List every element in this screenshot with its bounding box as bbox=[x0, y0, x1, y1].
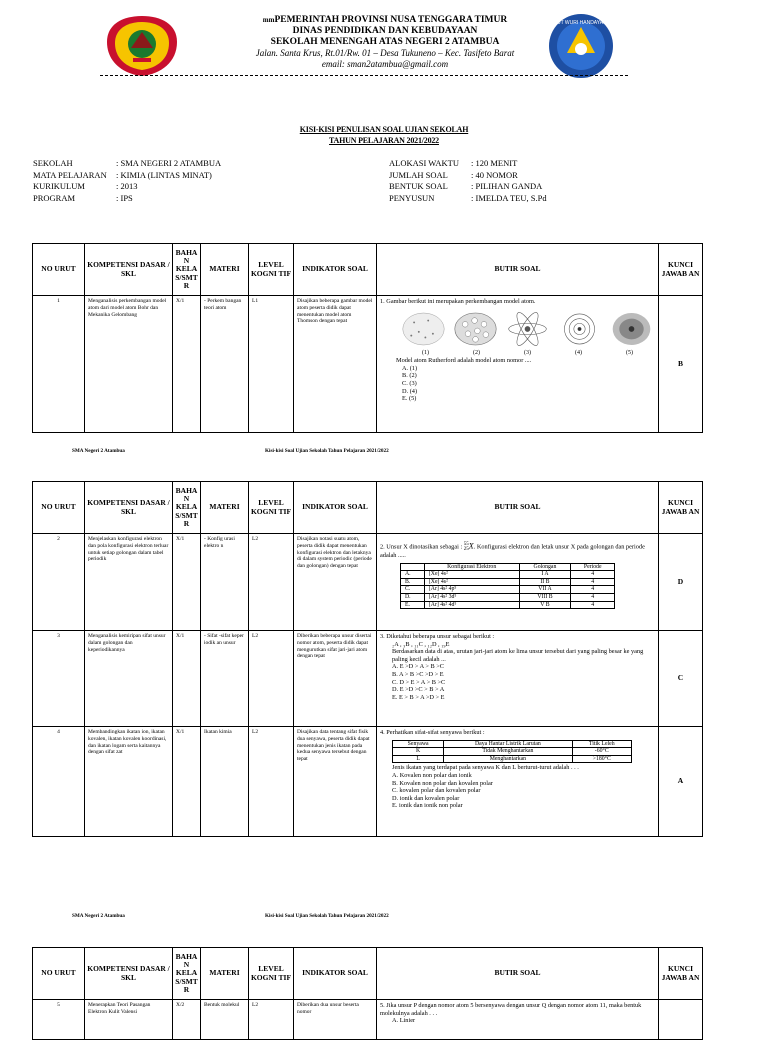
atom-models-figure bbox=[400, 310, 655, 348]
footer-left: SMA Negeri 2 Atambua bbox=[72, 913, 125, 919]
meta-right: ALOKASI WAKTU : 120 MENIT JUMLAH SOAL : 40 NOMOR BENTUK SOAL : PILIHAN GANDA PENYUSUN : IMELDA TEU, S.Pd bbox=[389, 158, 547, 203]
logo-text: TUT WURI HANDAYANI bbox=[553, 20, 609, 26]
footer-center: Kisi-kisi Soal Ujian Sekolah Tahun Pelajaran 2021/2022 bbox=[265, 448, 389, 454]
header-line-1: mmPEMERINTAH PROVINSI NUSA TENGGARA TIMUR bbox=[262, 15, 508, 25]
doc-subtitle: TAHUN PELAJARAN 2021/2022 bbox=[329, 136, 439, 145]
table-row: 1 Menganalisis perkembangan model atom dari model atom Bohr dan Mekanika Gelombang X/1 - Perkem bangan teori atom L1 Disajikan beberapa gambar model atom peserta didik dapat menentukan model atom Thomson dengan tepat 1. Gambar berikut ini merupakan perkembangan model atom. (1) (2) (3) (4) (5) Model atom Rutherford adalah model atom nomor .... A. (1) B. (2) C. (3) D. (4) E. (5) B bbox=[33, 296, 703, 433]
header-email: email: sman2atambua@gmail.com bbox=[321, 59, 449, 69]
atom-model-5-icon bbox=[608, 310, 655, 348]
col-kunci: KUNCI JAWAB AN bbox=[659, 244, 703, 296]
doc-title: KISI-KISI PENULISAN SOAL UJIAN SEKOLAH bbox=[299, 125, 469, 134]
header-divider bbox=[100, 75, 628, 76]
col-indikator: INDIKATOR SOAL bbox=[294, 244, 377, 296]
kisi-table-page-2: NO URUT KOMPETENSI DASAR / SKL BAHA N KELA S/SMT R MATERI LEVEL KOGNI TIF INDIKATOR SOAL BUTIR SOAL KUNCI JAWAB AN 2 Menjelaskan konfigurasi elektron dan pola konfigurasi elektron terluar untuk setiap golongan dalam tabel periodik X/1 - Konfig urasi elektro n L2 Disajikan notasi suatu atom, peserta didik dapat menentukan konfigurasi elektron dan letaknya di dalam system periodic (periode dan golongan) dengan tepat 2. Unsur X dinotasikan sebagai : 55 25X. Konfigurasi elektron dan letak unsur X pada golongan dan periode adalah ..... Konfigurasi Elektron Golongan Periode A. [Xe] 4s² I A 4 B. [Xe] 4s² II B 4 C. [Ar] 4s² 4p⁵ VII A 4 D. [Ar] 4s² 3d⁵ VIII B 4 E. [Ar] 4s² 4d⁵ V B 4 D 3 Menganalisis kemiripan sifat unsur dalam golongan dan keperiodikannya X/1 - Sifat -sifat keper iodik an unsur L2 Diberikan beberapa unsur disertai nomor atom, peserta didik dapat mengurutkan sifat jari-jari atom dengan tepat 3. Diketahui beberapa unsur sebagai berikut : ₂A , ₃B , ₁₁C , ₁₂D , ₁₉E Berdasarkan data di atas, urutan jari-jari atom ke lima unsur tersebut dari yang paling besar ke yang paling kecil adalah ... A. E >D > A > B >C B. A > B >C >D > E C. D > E > A > B >C D. E >D >C > B > A E. E > B > A >D > E C 4 Membandingkan ikatan ion, ikatan kovalen, ikatan kovalen koordinasi, dan ikatan logam serta kaitannya dengan sifat zat X/1 Ikatan kimia L2 Disajikan data tentang sifat fisik dua senyawa, peserta didik dapat menentukan jenis ikatan pada kedua senyawa tersebut dengan tepat 4. Perhatikan sifat-sifat senyawa berikut : Senyawa Daya Hantar Listrik Larutan Titik Leleh K Tidak Menghantarkan -60°C L Menghantarkan >180°C Jenis ikatan yang terdapat pada senyawa K dan L berturut-turut adalah . . . A. Kovalen non polar dan ionik B. Kovalen non polar dan kovalen polar C. kovalen polar dan kovalen polar D. ionik dan kovalen polar E. ionik dan ionik non polar A bbox=[32, 481, 703, 837]
answer-key: C bbox=[659, 631, 703, 727]
question-3: 3. Diketahui beberapa unsur sebagai berikut : ₂A , ₃B , ₁₁C , ₁₂D , ₁₉E Berdasarkan data di atas, urutan jari-jari atom ke lima unsur tersebut dari yang paling besar ke yang paling kecil adalah ... A. E >D > A > B >C B. A > B >C >D > E C. D > E > A > B >C D. E >D >C > B > A E. E > B > A >D > E bbox=[377, 631, 659, 727]
header-line-3: SEKOLAH MENENGAH ATAS NEGERI 2 ATAMBUA bbox=[270, 37, 500, 47]
atom-model-4-icon bbox=[556, 310, 603, 348]
table-row: 5 Menerapkan Teori Pasangan Elektron Kulit Valensi X/2 Bentuk molekul L2 Diberikan dua unsur beserta nomor 5. Jika unsur P dengan nomor atom 5 bersenyawa dengan unsur Q dengan nomor atom 11, maka bentuk molekulnya adalah . . . A. Linier bbox=[33, 1000, 703, 1040]
question-4: 4. Perhatikan sifat-sifat senyawa berikut : Senyawa Daya Hantar Listrik Larutan Titik Leleh K Tidak Menghantarkan -60°C L Menghantarkan >180°C Jenis ikatan yang terdapat pada senyawa K dan L berturut-turut adalah . . . A. Kovalen non polar dan ionik B. Kovalen non polar dan kovalen polar C. kovalen polar dan kovalen polar D. ionik dan kovalen polar E. ionik dan ionik non polar bbox=[377, 727, 659, 837]
atom-model-labels: (1) (2) (3) (4) (5) bbox=[422, 349, 633, 356]
footer-center: Kisi-kisi Soal Ujian Sekolah Tahun Pelajaran 2021/2022 bbox=[265, 913, 389, 919]
header-line-2: DINAS PENDIDIKAN DAN KEBUDAYAAN bbox=[292, 26, 478, 36]
answer-key: B bbox=[659, 296, 703, 433]
atom-model-2-icon bbox=[452, 310, 499, 348]
compound-properties-table: Senyawa Daya Hantar Listrik Larutan Titik Leleh K Tidak Menghantarkan -60°C L Menghantarkan >180°C bbox=[392, 740, 632, 764]
question-1: 1. Gambar berikut ini merupakan perkembangan model atom. (1) (2) (3) (4) (5) Model atom Rutherford adalah model atom nomor .... A. (1) B. (2) C. (3) D. (4) E. (5) bbox=[377, 296, 659, 433]
col-level: LEVEL KOGNI TIF bbox=[249, 244, 294, 296]
answer-key: D bbox=[659, 534, 703, 631]
question-5: 5. Jika unsur P dengan nomor atom 5 bersenyawa dengan unsur Q dengan nomor atom 11, maka bentuk molekulnya adalah . . . A. Linier bbox=[377, 1000, 659, 1040]
atom-model-1-icon bbox=[400, 310, 447, 348]
atom-model-3-icon bbox=[504, 310, 551, 348]
header-address: Jalan. Santa Krus, Rt.01/Rw. 01 – Desa Tukuneno – Kec. Tasifeto Barat bbox=[255, 48, 515, 58]
footer-left: SMA Negeri 2 Atambua bbox=[72, 448, 125, 454]
question-2: 2. Unsur X dinotasikan sebagai : 55 25X. Konfigurasi elektron dan letak unsur X pada golongan dan periode adalah ..... Konfigurasi Elektron Golongan Periode A. [Xe] 4s² I A 4 B. [Xe] 4s² II B 4 C. [Ar] 4s² 4p⁵ VII A 4 D. [Ar] 4s² 3d⁵ VIII B 4 E. [Ar] 4s² 4d⁵ V B 4 bbox=[377, 534, 659, 631]
kisi-table-page-3: NO URUT KOMPETENSI DASAR / SKL BAHA N KELA S/SMT R MATERI LEVEL KOGNI TIF INDIKATOR SOAL BUTIR SOAL KUNCI JAWAB AN 5 Menerapkan Teori Pasangan Elektron Kulit Valensi X/2 Bentuk molekul L2 Diberikan dua unsur beserta nomor 5. Jika unsur P dengan nomor atom 5 bersenyawa dengan unsur Q dengan nomor atom 11, maka bentuk molekulnya adalah . . . A. Linier bbox=[32, 947, 703, 1040]
electron-config-table: Konfigurasi Elektron Golongan Periode A. [Xe] 4s² I A 4 B. [Xe] 4s² II B 4 C. [Ar] 4s² 4p⁵ VII A 4 D. [Ar] 4s² 3d⁵ VIII B 4 E. [Ar] 4s² 4d⁵ V B 4 bbox=[400, 563, 615, 610]
col-bahan: BAHA N KELA S/SMT R bbox=[173, 244, 201, 296]
table-row: 3 Menganalisis kemiripan sifat unsur dalam golongan dan keperiodikannya X/1 - Sifat -sifat keper iodik an unsur L2 Diberikan beberapa unsur disertai nomor atom, peserta didik dapat mengurutkan sifat jari-jari atom dengan tepat 3. Diketahui beberapa unsur sebagai berikut : ₂A , ₃B , ₁₁C , ₁₂D , ₁₉E Berdasarkan data di atas, urutan jari-jari atom ke lima unsur tersebut dari yang paling besar ke yang paling kecil adalah ... A. E >D > A > B >C B. A > B >C >D > E C. D > E > A > B >C D. E >D >C > B > A E. E > B > A >D > E C bbox=[33, 631, 703, 727]
col-materi: MATERI bbox=[201, 244, 249, 296]
answer-key: A bbox=[659, 727, 703, 837]
col-kompetensi: KOMPETENSI DASAR / SKL bbox=[85, 244, 173, 296]
col-butir: BUTIR SOAL bbox=[377, 244, 659, 296]
meta-left: SEKOLAH : SMA NEGERI 2 ATAMBUA MATA PELAJARAN : KIMIA (LINTAS MINAT) KURIKULUM : 2013 PROGRAM : IPS bbox=[33, 158, 222, 203]
kisi-table-page-1 bbox=[32, 243, 703, 433]
table-row: 4 Membandingkan ikatan ion, ikatan kovalen, ikatan kovalen koordinasi, dan ikatan logam serta kaitannya dengan sifat zat X/1 Ikatan kimia L2 Disajikan data tentang sifat fisik dua senyawa, peserta didik dapat menentukan jenis ikatan pada kedua senyawa tersebut dengan tepat 4. Perhatikan sifat-sifat senyawa berikut : Senyawa Daya Hantar Listrik Larutan Titik Leleh K Tidak Menghantarkan -60°C L Menghantarkan >180°C Jenis ikatan yang terdapat pada senyawa K dan L berturut-turut adalah . . . A. Kovalen non polar dan ionik B. Kovalen non polar dan kovalen polar C. kovalen polar dan kovalen polar D. ionik dan kovalen polar E. ionik dan ionik non polar A bbox=[33, 727, 703, 837]
col-no: NO URUT bbox=[33, 244, 85, 296]
table-row: 2 Menjelaskan konfigurasi elektron dan pola konfigurasi elektron terluar untuk setiap golongan dalam tabel periodik X/1 - Konfig urasi elektro n L2 Disajikan notasi suatu atom, peserta didik dapat menentukan konfigurasi elektron dan letaknya di dalam system periodic (periode dan golongan) dengan tepat 2. Unsur X dinotasikan sebagai : 55 25X. Konfigurasi elektron dan letak unsur X pada golongan dan periode adalah ..... Konfigurasi Elektron Golongan Periode A. [Xe] 4s² I A 4 B. [Xe] 4s² II B 4 C. [Ar] 4s² 4p⁵ VII A 4 D. [Ar] 4s² 3d⁵ VIII B 4 E. [Ar] 4s² 4d⁵ V B 4 D bbox=[33, 534, 703, 631]
